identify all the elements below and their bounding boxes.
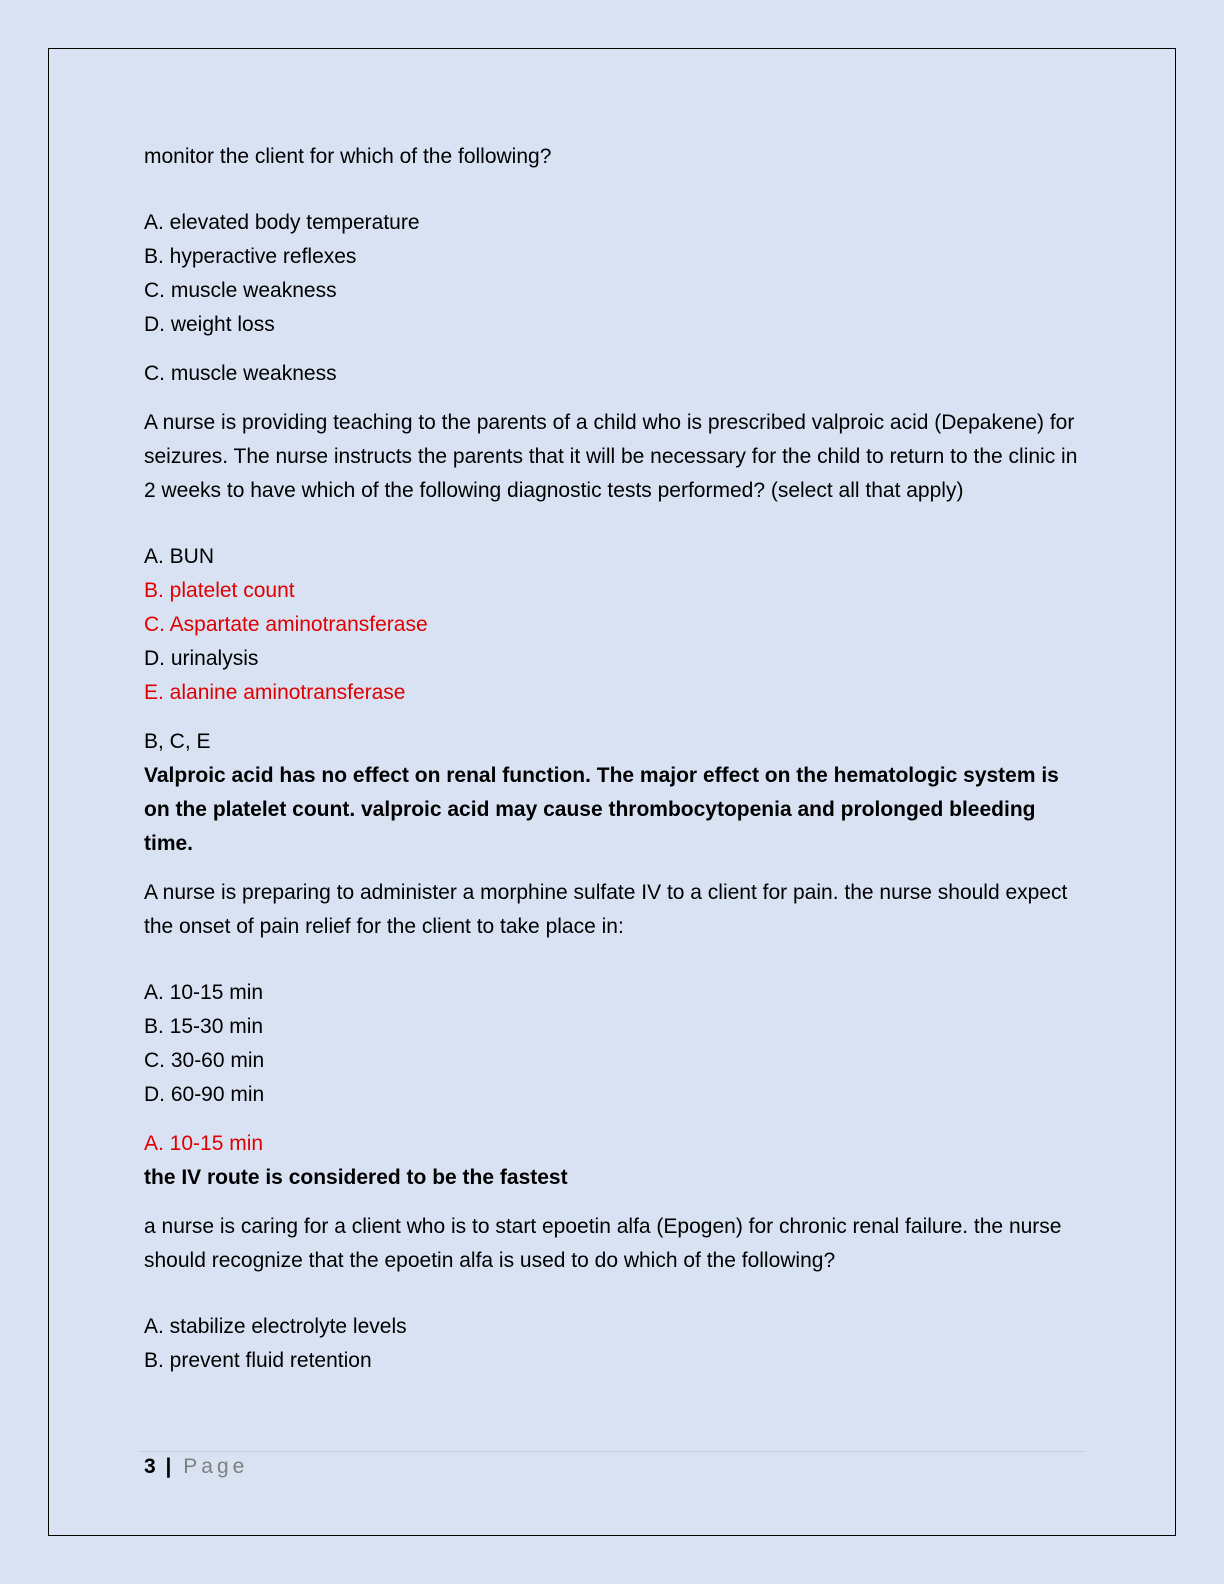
page-label: Page — [183, 1455, 249, 1478]
q4-option-a: A. stabilize electrolyte levels — [144, 1315, 407, 1338]
q2-option-b: B. platelet count — [144, 579, 295, 602]
document-body — [144, 140, 1084, 1378]
q1-stem: monitor the client for which of the following? — [144, 145, 552, 168]
q1-option-a: A. elevated body temperature — [144, 211, 420, 234]
q3-answer: A. 10-15 min — [144, 1132, 264, 1155]
page-number: 3 — [144, 1455, 156, 1478]
q2-option-c: C. Aspartate aminotransferase — [144, 613, 428, 636]
q2-stem: A nurse is providing teaching to the parents of a child who is prescribed valproic acid (Depakene) for seizures. The nurse instructs the parents that it will be necessary for the child to return to the clinic in 2 weeks to have which of the following diagnostic tests performed? (select all that apply) — [144, 411, 1078, 502]
q3-option-c: C. 30-60 min — [144, 1049, 265, 1072]
page-footer — [144, 1452, 248, 1482]
q1-option-b: B. hyperactive reflexes — [144, 245, 357, 268]
footer-separator: | — [165, 1455, 172, 1478]
q2-option-e: E. alanine aminotransferase — [144, 681, 406, 704]
q3-option-a: A. 10-15 min — [144, 981, 264, 1004]
q1-option-c: C. muscle weakness — [144, 279, 337, 302]
q3-option-d: D. 60-90 min — [144, 1083, 265, 1106]
q3-option-b: B. 15-30 min — [144, 1015, 264, 1038]
q2-option-d: D. urinalysis — [144, 647, 259, 670]
q2-option-a: A. BUN — [144, 545, 215, 568]
q1-answer: C. muscle weakness — [144, 362, 337, 385]
footer-divider — [140, 1451, 1084, 1452]
q2-answer: B, C, E — [144, 730, 211, 753]
q4-stem: a nurse is caring for a client who is to start epoetin alfa (Epogen) for chronic renal failure. the nurse should recognize that the epoetin alfa is used to do which of the following? — [144, 1215, 1062, 1272]
q2-rationale: Valproic acid has no effect on renal function. The major effect on the hematologic system is on the platelet count. valproic acid may cause thrombocytopenia and prolonged bleeding time. — [144, 764, 1059, 855]
q1-option-d: D. weight loss — [144, 313, 275, 336]
q3-rationale: the IV route is considered to be the fastest — [144, 1166, 568, 1189]
q3-stem: A nurse is preparing to administer a morphine sulfate IV to a client for pain. the nurse should expect the onset of pain relief for the client to take place in: — [144, 881, 1068, 938]
q4-option-b: B. prevent fluid retention — [144, 1349, 372, 1372]
